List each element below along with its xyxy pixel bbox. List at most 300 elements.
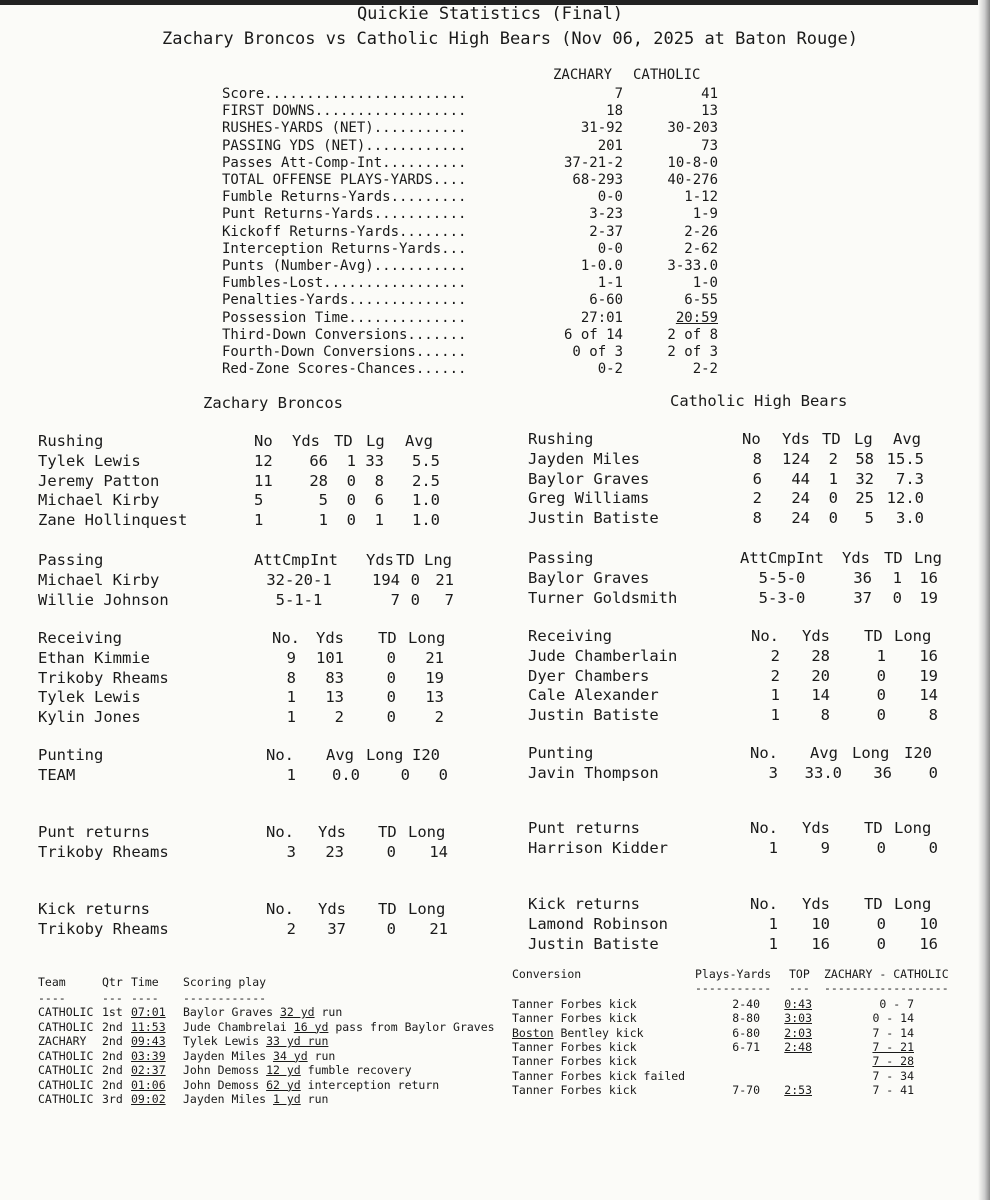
scoring-col-qtr: Qtr xyxy=(102,975,123,989)
stat-value: 21 xyxy=(429,920,448,938)
stat-value: 3 xyxy=(768,764,778,782)
stat-value: 0 xyxy=(410,590,420,609)
stat-value: 8 xyxy=(286,668,296,687)
summary-catholic-value: 73 xyxy=(701,137,718,154)
stat-value: 0 xyxy=(928,764,938,782)
scoring-col-team: Team xyxy=(38,975,66,989)
stat-value: 5 xyxy=(254,491,264,509)
section-title: Kick returns xyxy=(38,900,150,918)
stat-value: 5.5 xyxy=(412,452,440,470)
scoring-play-player: Jayden Miles xyxy=(183,1092,274,1106)
summary-catholic-value: 1-12 xyxy=(684,189,718,206)
section-title: Punt returns xyxy=(528,819,640,837)
stat-value: 7 xyxy=(444,590,454,609)
column-header: AttCmpInt xyxy=(254,551,338,569)
summary-label: FIRST DOWNS.................. xyxy=(222,103,467,120)
right-receiving-header xyxy=(0,627,990,647)
stat-value: 83 xyxy=(325,668,344,687)
scoring-play-yards: 1 yd xyxy=(273,1092,301,1106)
stat-value: 0.0 xyxy=(332,766,360,784)
summary-label: Penalties-Yards.............. xyxy=(222,292,467,309)
conversion-row xyxy=(0,1040,990,1054)
right-rushing-header xyxy=(0,430,990,450)
stat-value: 9 xyxy=(820,839,830,857)
stat-value: 0 xyxy=(386,707,396,726)
summary-row xyxy=(0,206,990,224)
column-header: Yds xyxy=(318,823,346,841)
summary-label: Score........................ xyxy=(222,86,467,102)
column-header: TD xyxy=(378,629,397,647)
scoring-time: 02:37 xyxy=(131,1063,166,1077)
summary-row xyxy=(0,310,990,328)
conversion-text: Tanner Forbes kick xyxy=(512,1054,637,1069)
player-name: Kylin Jones xyxy=(38,707,141,726)
conversion-row xyxy=(0,1083,990,1097)
scoring-team: ZACHARY xyxy=(38,1034,87,1048)
summary-catholic-value: 10-8-0 xyxy=(667,154,718,171)
summary-catholic-value: 1-0 xyxy=(692,275,718,292)
summary-zachary-value: 1-0.0 xyxy=(580,258,623,274)
conversion-row xyxy=(0,1054,990,1068)
scoring-quarter: 2nd xyxy=(102,1048,123,1063)
summary-catholic-value: 1-9 xyxy=(692,206,718,223)
summary-zachary-value: 6-60 xyxy=(589,292,623,309)
column-header: No. xyxy=(751,627,779,645)
right-kick-returns-row xyxy=(0,915,990,935)
conversion-score: 7 - 21 xyxy=(872,1039,914,1054)
stat-value: 2 xyxy=(334,707,344,726)
conversion-col-plays: Plays-Yards xyxy=(695,967,772,981)
stat-value: 33 xyxy=(365,452,384,470)
player-name: Justin Batiste xyxy=(528,705,659,724)
scoring-play-yards: 62 yd xyxy=(266,1077,301,1092)
stat-value: 1 xyxy=(254,510,264,529)
conversion-score: 7 - 14 xyxy=(872,1025,914,1040)
stat-value: 28 xyxy=(309,471,328,490)
summary-row xyxy=(0,344,990,362)
summary-catholic-value: 6-55 xyxy=(684,292,718,309)
column-header: Avg xyxy=(405,432,433,450)
column-header: Long xyxy=(408,900,446,918)
summary-zachary-value: 0-0 xyxy=(597,189,623,206)
scoring-play-type: run xyxy=(307,1048,336,1063)
column-header: Yds xyxy=(318,900,346,918)
right-rushing-row xyxy=(0,489,990,509)
stat-value: 7.3 xyxy=(896,469,924,488)
scoring-play-player: Jude Chambrelai xyxy=(183,1019,294,1034)
summary-row xyxy=(0,138,990,156)
stat-value: 1 xyxy=(374,510,384,529)
player-name: Lamond Robinson xyxy=(528,915,668,933)
summary-catholic-value: 30-203 xyxy=(667,120,718,137)
stat-value: 0 xyxy=(438,766,448,784)
stat-value: 33.0 xyxy=(804,764,842,782)
page-title: Quickie Statistics (Final) xyxy=(356,4,624,24)
stat-value: 24 xyxy=(791,489,810,507)
summary-row xyxy=(0,327,990,345)
divider: --- xyxy=(102,991,123,1005)
stat-value: 14 xyxy=(811,686,830,704)
scoring-time: 11:53 xyxy=(131,1019,166,1034)
summary-label: Kickoff Returns-Yards........ xyxy=(222,223,467,240)
stat-value: 8 xyxy=(820,705,830,724)
right-team-name: Catholic High Bears xyxy=(670,392,848,410)
summary-row xyxy=(0,172,990,190)
scoring-play-type: pass from Baylor Graves xyxy=(328,1019,495,1034)
column-header: Long xyxy=(894,819,932,837)
scoring-time: 09:43 xyxy=(131,1034,166,1048)
player-name: Justin Batiste xyxy=(528,934,659,953)
stat-value: 0 xyxy=(828,508,838,527)
summary-row xyxy=(0,241,990,259)
conversion-play xyxy=(512,1026,644,1040)
scoring-team: CATHOLIC xyxy=(38,1048,94,1063)
summary-row xyxy=(0,103,990,121)
summary-catholic-value: 2 of 3 xyxy=(667,344,718,360)
stat-value: 0 xyxy=(876,915,886,933)
column-header: Long xyxy=(852,744,890,762)
divider: ------------------ xyxy=(824,981,949,995)
column-header: Lng xyxy=(914,549,942,567)
stat-value: 124 xyxy=(782,450,810,468)
stat-value: 1 xyxy=(876,647,886,665)
stat-value: 16 xyxy=(919,569,938,587)
summary-label: Red-Zone Scores-Chances...... xyxy=(222,361,467,378)
conversion-col-top: TOP xyxy=(789,967,810,981)
column-header: I20 xyxy=(904,744,932,762)
stat-value: 8 xyxy=(752,450,762,468)
stat-value: 12.0 xyxy=(886,489,924,507)
scoring-play-type: run xyxy=(314,1005,343,1019)
conversion-text: Tanner Forbes kick xyxy=(512,1082,637,1097)
stat-value: 1.0 xyxy=(412,510,440,529)
column-header: TD xyxy=(864,627,883,645)
scoring-time: 07:01 xyxy=(131,1005,166,1019)
summary-row xyxy=(0,258,990,276)
player-name: Michael Kirby xyxy=(38,491,160,509)
conversion-text: Tanner Forbes kick failed xyxy=(512,1068,686,1083)
conversion-play xyxy=(512,1069,685,1083)
column-header: TD xyxy=(864,819,883,837)
summary-row xyxy=(0,361,990,379)
scoring-play-player: John Demoss xyxy=(183,1063,267,1077)
summary-label: Fumble Returns-Yards......... xyxy=(222,189,467,206)
section-title: Rushing xyxy=(528,430,594,448)
stat-value: 101 xyxy=(316,649,344,667)
right-rushing-row xyxy=(0,470,990,490)
column-header: Yds xyxy=(782,430,810,448)
stat-value: 21 xyxy=(425,649,444,667)
summary-row xyxy=(0,224,990,242)
scoring-team: CATHOLIC xyxy=(38,1063,94,1077)
player-name: Trikoby Rheams xyxy=(38,843,169,861)
stat-value: 0 xyxy=(928,839,938,857)
summary-catholic-value: 40-276 xyxy=(667,172,718,188)
summary-row xyxy=(0,155,990,173)
scoring-team: CATHOLIC xyxy=(38,1077,94,1092)
summary-label: Punts (Number-Avg)........... xyxy=(222,258,467,274)
conversion-text: Bentley kick xyxy=(553,1025,644,1040)
conversion-text: Tanner Forbes kick xyxy=(512,997,637,1011)
right-kick-returns-header xyxy=(0,895,990,915)
summary-label: Fourth-Down Conversions...... xyxy=(222,344,467,360)
stat-value: 5-3-0 xyxy=(758,588,806,607)
stat-value: 1 xyxy=(318,510,328,529)
section-title: Receiving xyxy=(38,629,122,647)
scoring-quarter: 3rd xyxy=(102,1092,123,1106)
conversion-row xyxy=(0,1069,990,1083)
stat-value: 0 xyxy=(400,766,410,784)
column-header: Avg xyxy=(326,746,354,764)
conversion-plays-yards: 6-80 xyxy=(732,1025,760,1040)
right-punt-returns-header xyxy=(0,819,990,839)
stat-value: 0 xyxy=(386,688,396,706)
summary-row xyxy=(0,86,990,104)
conversion-top: 2:48 xyxy=(784,1039,812,1054)
conversion-top: 0:43 xyxy=(784,997,812,1011)
stat-value: 10 xyxy=(919,915,938,933)
summary-label: Third-Down Conversions....... xyxy=(222,326,467,343)
summary-catholic-value: 13 xyxy=(701,103,718,120)
player-name: Baylor Graves xyxy=(528,469,650,488)
column-header: Long xyxy=(894,627,932,645)
stat-value: 2 xyxy=(286,920,296,938)
section-title: Punt returns xyxy=(38,823,150,841)
conversion-play xyxy=(512,1011,637,1025)
scoring-play-player: John Demoss xyxy=(183,1077,267,1092)
column-header: Avg xyxy=(810,744,838,762)
column-header: Yds xyxy=(316,629,344,647)
stat-value: 2 xyxy=(828,450,838,468)
stat-value: 14 xyxy=(429,843,448,861)
stat-value: 32 xyxy=(855,469,874,488)
summary-row xyxy=(0,275,990,293)
summary-label: TOTAL OFFENSE PLAYS-YARDS.... xyxy=(222,172,467,188)
stat-value: 13 xyxy=(425,688,444,706)
right-passing-row xyxy=(0,589,990,609)
section-title: Kick returns xyxy=(528,895,640,913)
stat-value: 2 xyxy=(434,707,444,726)
stat-value: 2.5 xyxy=(412,471,440,490)
scoring-play-player: Baylor Graves xyxy=(183,1005,280,1019)
column-header: Yds xyxy=(292,432,320,450)
scoring-col-time: Time xyxy=(131,975,159,989)
conversion-row xyxy=(0,997,990,1011)
column-header: Yds xyxy=(802,819,830,837)
summary-catholic-value: 2 of 8 xyxy=(667,326,718,343)
conversion-col-conv: Conversion xyxy=(512,967,582,981)
player-name: Trikoby Rheams xyxy=(38,668,169,687)
stat-value: 5-1-1 xyxy=(275,590,323,609)
stat-value: 0 xyxy=(386,668,396,687)
column-header: Yds xyxy=(802,895,830,913)
scoring-play-yards: 34 yd xyxy=(273,1048,308,1063)
scoring-play-type: interception return xyxy=(300,1077,440,1092)
stat-value: 2 xyxy=(770,666,780,685)
summary-label: PASSING YDS (NET)............ xyxy=(222,137,467,154)
column-header: TD xyxy=(396,551,415,569)
summary-zachary-value: 0-0 xyxy=(597,240,623,257)
stat-value: 37 xyxy=(327,920,346,938)
player-name: Jude Chamberlain xyxy=(528,647,678,665)
column-header: TD xyxy=(822,430,841,448)
column-header: No. xyxy=(750,744,778,762)
column-header: Yds xyxy=(366,551,394,569)
stat-value: 24 xyxy=(791,508,810,527)
divider: ------------ xyxy=(183,991,267,1005)
stat-value: 15.5 xyxy=(886,450,924,468)
section-title: Passing xyxy=(38,551,104,569)
summary-row xyxy=(0,292,990,310)
stat-value: 8 xyxy=(752,508,762,527)
stat-value: 0 xyxy=(386,920,396,938)
stat-value: 1 xyxy=(828,469,838,488)
stat-value: 6 xyxy=(374,491,384,509)
column-header: I20 xyxy=(412,746,440,764)
summary-team1-header: ZACHARY xyxy=(553,67,613,83)
column-header: No. xyxy=(266,823,294,841)
conversion-score: 7 - 28 xyxy=(872,1054,914,1069)
summary-zachary-value: 31-92 xyxy=(580,120,623,137)
player-name: Tylek Lewis xyxy=(38,688,141,706)
left-team-name: Zachary Broncos xyxy=(203,394,343,412)
stat-value: 25 xyxy=(855,489,874,507)
right-passing-row xyxy=(0,569,990,589)
stat-value: 36 xyxy=(873,764,892,782)
conversion-plays-yards: 7-70 xyxy=(732,1082,760,1097)
summary-zachary-value: 27:01 xyxy=(580,309,623,326)
stat-value: 0 xyxy=(410,571,420,589)
divider: --- xyxy=(789,981,810,995)
page-subtitle: Zachary Broncos vs Catholic High Bears (Nov 06, 2025 at Baton Rouge) xyxy=(162,29,858,49)
stat-value: 19 xyxy=(425,668,444,687)
stat-value: 0 xyxy=(386,843,396,861)
stat-value: 3.0 xyxy=(896,508,924,527)
conversion-divider xyxy=(0,981,990,995)
right-rushing-row xyxy=(0,509,990,529)
stat-value: 12 xyxy=(254,452,273,470)
conversion-score: 7 - 41 xyxy=(872,1082,914,1097)
summary-zachary-value: 1-1 xyxy=(597,275,623,292)
conversion-score: 7 - 34 xyxy=(872,1068,914,1083)
conversion-plays-yards: 2-40 xyxy=(732,997,760,1011)
scoring-quarter: 2nd xyxy=(102,1077,123,1092)
player-name: Zane Hollinquest xyxy=(38,510,188,529)
column-header: No xyxy=(742,430,761,448)
summary-zachary-value: 0-2 xyxy=(597,361,623,378)
conversion-play xyxy=(512,1054,637,1068)
conversion-score: 0 - 14 xyxy=(872,1011,914,1026)
stat-value: 44 xyxy=(791,469,810,488)
stat-value: 5 xyxy=(864,508,874,527)
player-name: Justin Batiste xyxy=(528,508,659,527)
player-name: Jayden Miles xyxy=(528,450,640,468)
stat-value: 36 xyxy=(853,569,872,587)
stat-value: 11 xyxy=(254,471,273,490)
player-name: Greg Williams xyxy=(528,489,650,507)
column-header: Yds xyxy=(802,627,830,645)
conversion-score: 0 - 7 xyxy=(879,997,914,1011)
player-name: TEAM xyxy=(38,766,76,784)
stat-value: 9 xyxy=(286,649,296,667)
stat-value: 0 xyxy=(892,588,902,607)
summary-zachary-value: 68-293 xyxy=(572,172,623,188)
stat-value: 1 xyxy=(768,915,778,933)
summary-zachary-value: 2-37 xyxy=(589,223,623,240)
scoring-time: 01:06 xyxy=(131,1077,166,1092)
right-receiving-row xyxy=(0,647,990,667)
conversion-top: 3:03 xyxy=(784,1011,812,1026)
stat-value: 13 xyxy=(325,688,344,706)
stat-value: 194 xyxy=(372,571,400,589)
summary-zachary-value: 37-21-2 xyxy=(563,154,623,171)
column-header: TD xyxy=(378,900,397,918)
conversion-col-score: ZACHARY - CATHOLIC xyxy=(824,967,949,981)
conversion-plays-yards: 8-80 xyxy=(732,1011,760,1026)
column-header: Lng xyxy=(424,551,452,569)
section-title: Punting xyxy=(38,746,104,764)
stat-value: 10 xyxy=(811,915,830,933)
scoring-play-type: run xyxy=(300,1092,329,1106)
stat-value: 3 xyxy=(286,843,296,861)
column-header: Yds xyxy=(842,549,870,567)
summary-label: Interception Returns-Yards... xyxy=(222,240,467,257)
summary-row xyxy=(0,120,990,138)
stat-value: 6 xyxy=(752,469,762,488)
stat-value: 1 xyxy=(770,686,780,704)
stat-value: 1 xyxy=(770,705,780,724)
stat-value: 8 xyxy=(374,471,384,490)
column-header: No. xyxy=(272,629,300,647)
column-header: Lg xyxy=(854,430,873,448)
player-name: Tylek Lewis xyxy=(38,452,141,470)
scoring-play-yards: 12 yd xyxy=(266,1063,301,1077)
stat-value: 1 xyxy=(892,569,902,587)
player-name: Baylor Graves xyxy=(528,569,650,587)
conversion-row xyxy=(0,1026,990,1040)
stat-value: 14 xyxy=(919,686,938,704)
stat-value: 0 xyxy=(876,934,886,953)
stat-value: 1 xyxy=(286,766,296,784)
right-punting-header xyxy=(0,744,990,764)
conversion-play xyxy=(512,1083,637,1097)
stat-value: 28 xyxy=(811,647,830,665)
stat-value: 1 xyxy=(346,452,356,470)
stat-value: 2 xyxy=(770,647,780,665)
player-name: Jeremy Patton xyxy=(38,471,160,490)
stat-value: 66 xyxy=(309,452,328,470)
stat-value: 19 xyxy=(919,666,938,685)
stat-value: 2 xyxy=(752,489,762,507)
stat-value: 37 xyxy=(853,588,872,607)
conversion-text: Tanner Forbes kick xyxy=(512,1011,637,1026)
stat-value: 5 xyxy=(318,491,328,509)
scoring-team: CATHOLIC xyxy=(38,1019,94,1034)
stat-value: 0 xyxy=(828,489,838,507)
section-title: Rushing xyxy=(38,432,104,450)
stat-value: 8 xyxy=(928,705,938,724)
summary-row xyxy=(0,189,990,207)
column-header: No xyxy=(254,432,273,450)
scoring-play-yards: 32 yd xyxy=(279,1005,315,1019)
scoring-col-play: Scoring play xyxy=(183,975,267,989)
stat-value: 0 xyxy=(876,705,886,724)
section-title: Punting xyxy=(528,744,594,762)
column-header: Avg xyxy=(893,430,921,448)
conversion-top: 2:53 xyxy=(784,1082,812,1097)
stat-value: 0 xyxy=(876,686,886,704)
summary-label: Fumbles-Lost................. xyxy=(222,275,467,292)
